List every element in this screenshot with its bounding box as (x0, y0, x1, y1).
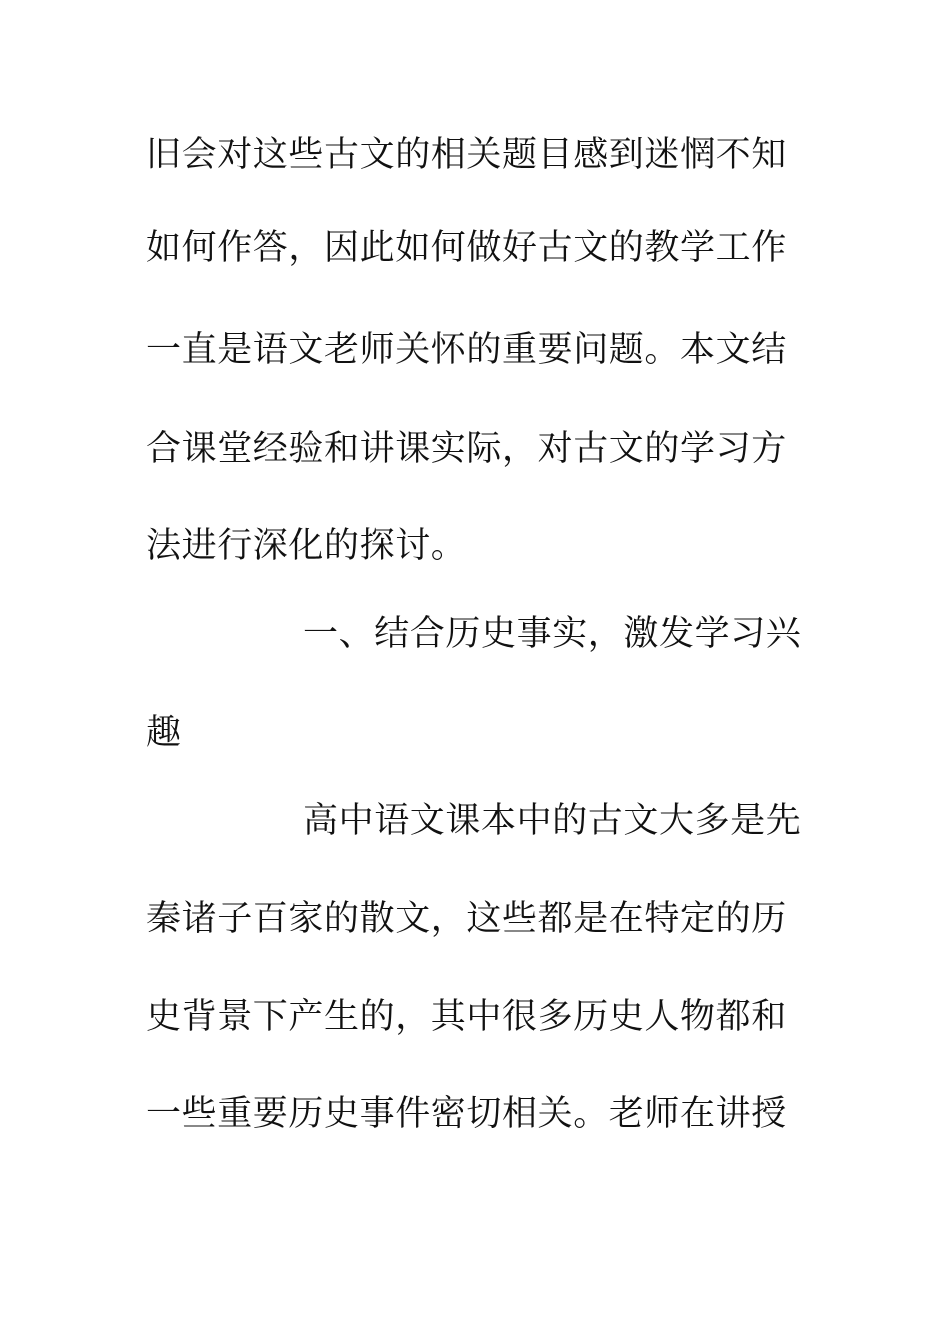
section-heading-continuation: 趣 (146, 713, 182, 753)
paragraph-line: 秦诸子百家的散文，这些都是在特定的历 (146, 899, 787, 939)
paragraph-line: 一直是语文老师关怀的重要问题。本文结 (146, 330, 787, 370)
paragraph-line: 法进行深化的探讨。 (146, 526, 467, 566)
paragraph-line: 旧会对这些古文的相关题目感到迷惘不知 (146, 135, 787, 175)
section-heading: 一、结合历史事实，激发学习兴 (303, 614, 802, 654)
paragraph-line: 史背景下产生的，其中很多历史人物都和 (146, 997, 787, 1037)
paragraph-line-indented: 高中语文课本中的古文大多是先 (303, 801, 802, 841)
paragraph-line: 如何作答，因此如何做好古文的教学工作 (146, 228, 787, 268)
paragraph-line: 合课堂经验和讲课实际，对古文的学习方 (146, 429, 787, 469)
paragraph-line: 一些重要历史事件密切相关。老师在讲授 (146, 1094, 787, 1134)
